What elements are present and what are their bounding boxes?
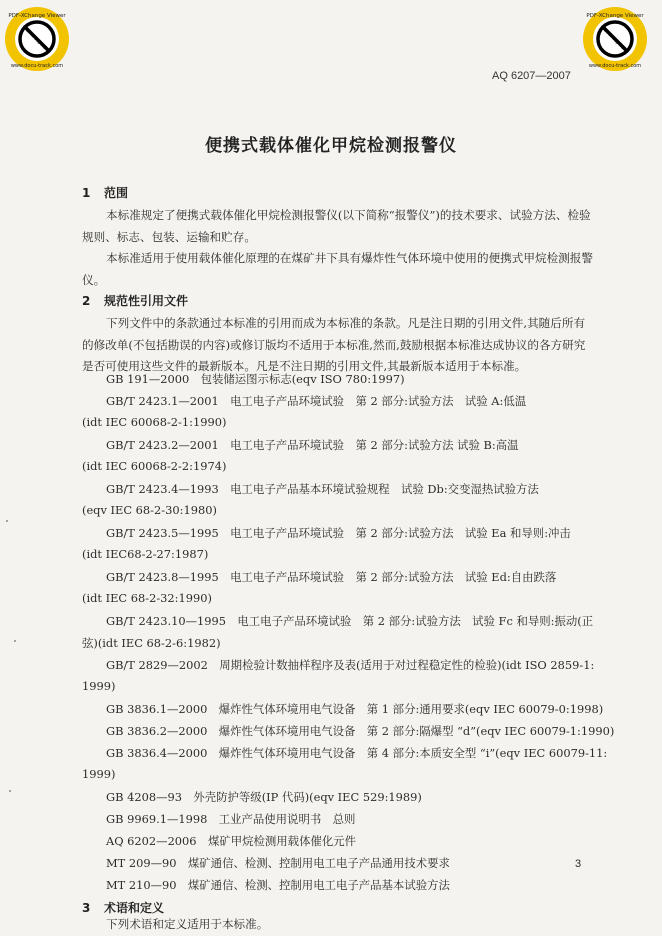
stamp-middle-text: Click to buy NOW!: [599, 24, 630, 55]
reference-line: GB/T 2423.2—2001 电工电子产品环境试验 第 2 部分:试验方法 试验 B:高温: [106, 438, 519, 452]
reference-line: GB/T 2423.4—1993 电工电子产品基本环境试验规程 试验 Db:交变湿热试验方法: [106, 482, 539, 496]
reference-line: GB/T 2423.5—1995 电工电子产品环境试验 第 2 部分:试验方法 试验 Ea 和导则:冲击: [106, 526, 571, 540]
stamp-middle-text: Click to buy NOW!: [21, 24, 52, 55]
section-title: 范围: [104, 186, 129, 200]
section-number: 1: [82, 186, 91, 200]
reference-line: GB 3836.1—2000 爆炸性气体环境用电气设备 第 1 部分:通用要求(eqv IEC 60079-0:1998): [106, 702, 604, 716]
reference-line: 弦)(idt IEC 68-2-6:1982): [82, 636, 221, 650]
section-title: 术语和定义: [104, 901, 165, 915]
stamp-top-text: PDF-XChange Viewer: [586, 13, 644, 19]
section-number: 3: [82, 901, 91, 915]
reference-line: GB 191—2000 包装储运图示标志(eqv ISO 780:1997): [106, 372, 405, 386]
reference-line: MT 210—90 煤矿通信、检测、控制用电工电子产品基本试验方法: [106, 878, 450, 892]
section-2-heading: [82, 292, 188, 309]
scope-paragraph-1: 本标准规定了便携式载体催化甲烷检测报警仪(以下简称“报警仪”)的技术要求、试验方法、检验规则、标志、包装、运输和贮存。: [82, 208, 591, 244]
reference-line: GB/T 2423.10—1995 电工电子产品环境试验 第 2 部分:试验方法 试验 Fc 和导则:振动(正: [106, 614, 594, 628]
references-intro-paragraph: 下列文件中的条款通过本标准的引用而成为本标准的条款。凡是注日期的引用文件,其随后所有的修改单(不包括勘误的内容)或修订版均不适用于本标准,然而,鼓励根据本标准达成协议的各方研究是否可使用这些文件的最新版本。凡是不注日期的引用文件,其最新版本适用于本标准。: [82, 316, 586, 374]
reference-line: GB 3836.2—2000 爆炸性气体环境用电气设备 第 2 部分:隔爆型 “d”(eqv IEC 60079-1:1990): [106, 724, 615, 738]
pdf-xchange-watermark-stamp-left[interactable]: [4, 6, 70, 72]
stamp-bottom-text: www.docu-track.com: [588, 63, 642, 69]
stamp-bottom-text: www.docu-track.com: [10, 63, 64, 69]
reference-line: GB/T 2829—2002 周期检验计数抽样程序及表(适用于对过程稳定性的检验)(idt ISO 2859-1:: [106, 658, 595, 672]
reference-line: MT 209—90 煤矿通信、检测、控制用电工电子产品通用技术要求: [106, 856, 450, 870]
section-1-heading: [82, 184, 128, 201]
scan-speck: [9, 790, 11, 792]
section-title: 规范性引用文件: [104, 294, 189, 308]
document-title: 便携式载体催化甲烷检测报警仪: [205, 136, 457, 156]
reference-line: (idt IEC 68-2-32:1990): [82, 591, 212, 605]
scope-paragraph-2: 本标准适用于使用载体催化原理的在煤矿井下具有爆炸性气体环境中使用的便携式甲烷检测报警仪。: [82, 251, 593, 287]
reference-line: AQ 6202—2006 煤矿甲烷检测用载体催化元件: [106, 834, 357, 848]
reference-line: (idt IEC68-2-27:1987): [82, 547, 209, 561]
reference-line: 1999): [82, 767, 116, 781]
reference-line: GB 4208—93 外壳防护等级(IP 代码)(eqv IEC 529:1989): [106, 790, 422, 804]
reference-line: GB/T 2423.8—1995 电工电子产品环境试验 第 2 部分:试验方法 试验 Ed:自由跌落: [106, 570, 557, 584]
page-number: 3: [575, 858, 582, 870]
scan-speck: [14, 640, 16, 642]
reference-line: GB 9969.1—1998 工业产品使用说明书 总则: [106, 812, 356, 826]
stamp-top-text: PDF-XChange Viewer: [8, 13, 66, 19]
reference-line: (idt IEC 60068-2-2:1974): [82, 459, 227, 473]
pdf-xchange-watermark-stamp-right[interactable]: [582, 6, 648, 72]
section-number: 2: [82, 294, 91, 308]
reference-line: (eqv IEC 68-2-30:1980): [82, 503, 217, 517]
reference-line: (idt IEC 60068-2-1:1990): [82, 415, 227, 429]
standard-code: AQ 6207—2007: [492, 70, 571, 82]
terms-paragraph-1: 下列术语和定义适用于本标准。: [106, 917, 269, 931]
reference-line: GB/T 2423.1—2001 电工电子产品环境试验 第 2 部分:试验方法 试验 A:低温: [106, 394, 527, 408]
reference-line: 1999): [82, 679, 116, 693]
scan-speck: [6, 520, 8, 522]
reference-line: GB 3836.4—2000 爆炸性气体环境用电气设备 第 4 部分:本质安全型 “i”(eqv IEC 60079-11:: [106, 746, 608, 760]
